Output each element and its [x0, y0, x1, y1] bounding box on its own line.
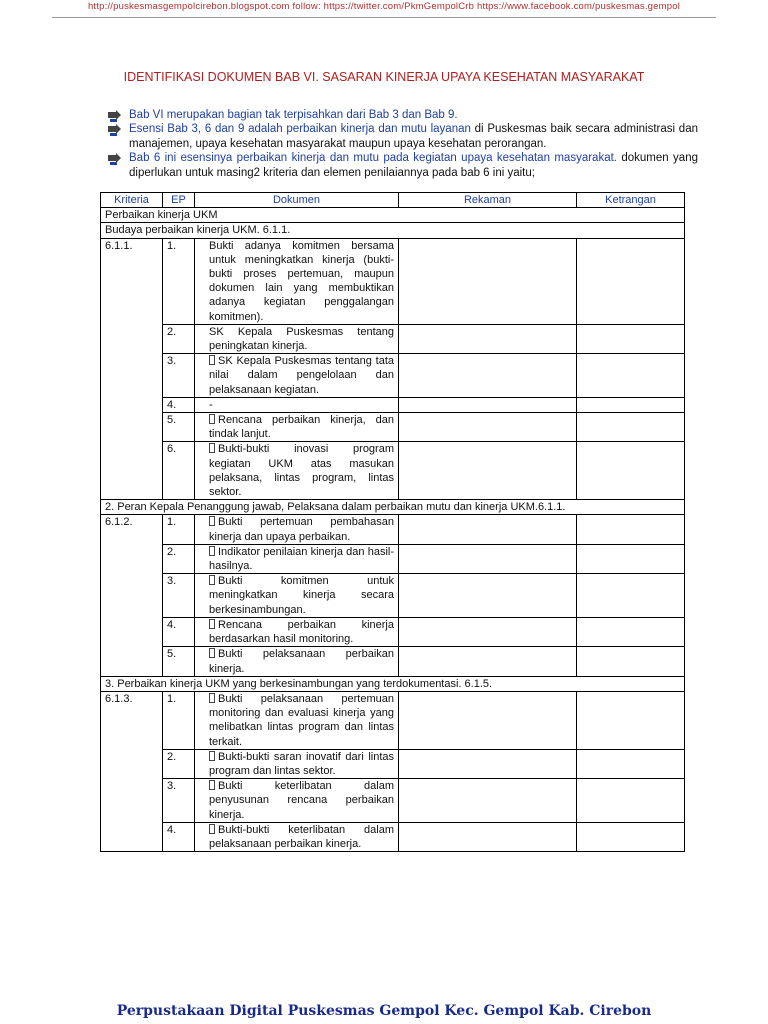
dokumen-cell [195, 574, 399, 618]
ep-cell: 4. [163, 617, 195, 646]
header-kriteria: Kriteria [101, 193, 163, 208]
checkbox-bullet-icon [209, 751, 215, 761]
ep-cell: 2. [163, 324, 195, 353]
section-title-row [101, 208, 685, 223]
bullet-text-blue: Esensi Bab 3, 6 dan 9 adalah perbaikan kinerja dan mutu layanan [129, 123, 471, 136]
dokumen-cell [195, 617, 399, 646]
keterangan-cell [577, 413, 685, 442]
rekaman-cell [399, 324, 577, 353]
ep-cell: 1. [163, 691, 195, 749]
table-header-row [101, 193, 685, 208]
dokumen-text: Bukti-bukti saran inovatif dari lintas program dan lintas sektor. [209, 750, 394, 777]
rekaman-cell [399, 544, 577, 573]
dokumen-text: Bukti pertemuan pembahasan kinerja dan upaya perbaikan. [209, 516, 394, 543]
bullet-item [108, 122, 698, 151]
table-row [101, 617, 685, 646]
header-rekaman: Rekaman [399, 193, 577, 208]
bullet-text-blue: Bab 6 ini esensinya perbaikan kinerja dan mutu pada kegiatan upaya kesehatan masyarakat. [129, 152, 617, 165]
dokumen-cell [195, 442, 399, 500]
arrow-bullet-icon [108, 153, 122, 165]
ep-cell: 2. [163, 749, 195, 778]
group-heading: Budaya perbaikan kinerja UKM. 6.1.1. [101, 223, 685, 238]
dokumen-cell [195, 515, 399, 544]
table-row [101, 691, 685, 749]
keterangan-cell [577, 354, 685, 398]
table-row [101, 779, 685, 823]
table-row [101, 749, 685, 778]
keterangan-cell [577, 779, 685, 823]
keterangan-cell [577, 617, 685, 646]
dokumen-text: Bukti keterlibatan dalam penyusunan rencana perbaikan kinerja. [209, 780, 394, 821]
keterangan-cell [577, 574, 685, 618]
rekaman-cell [399, 647, 577, 676]
ep-cell: 5. [163, 413, 195, 442]
rekaman-cell [399, 354, 577, 398]
group-heading-row [101, 223, 685, 238]
checkbox-bullet-icon [209, 575, 215, 585]
dokumen-text: Bukti pelaksanaan pertemuan monitoring dan evaluasi kinerja yang melibatkan lintas program dan lintas terkait. [209, 692, 394, 748]
header-url: http://puskesmasgempolcirebon.blogspot.com follow: https://twitter.com/PkmGempolCrb https://www.facebook.com/puskesmas.gempol [87, 1, 681, 12]
kriteria-cell: 6.1.3. [101, 691, 163, 851]
group-heading-row [101, 500, 685, 515]
intro-bullets [108, 108, 698, 180]
dokumen-text: Rencana perbaikan kinerja, dan tindak lanjut. [209, 414, 394, 441]
dokumen-cell [195, 647, 399, 676]
ep-cell: 4. [163, 822, 195, 851]
rekaman-cell [399, 691, 577, 749]
ep-cell: 2. [163, 544, 195, 573]
dokumen-cell [195, 779, 399, 823]
checkbox-bullet-icon [209, 824, 215, 834]
bullet-text-blue: Bab VI merupakan bagian tak terpisahkan dari Bab 3 dan Bab 9. [129, 109, 458, 121]
dokumen-text: Bukti adanya komitmen bersama untuk meningkatkan kinerja (bukti-bukti proses pertemuan, maupun dokumen lain yang membuktikan adanya kegiatan penggalangan komitmen). [209, 239, 394, 323]
header-dokumen: Dokumen [195, 193, 399, 208]
table-row [101, 647, 685, 676]
rekaman-cell [399, 822, 577, 851]
ep-cell: 3. [163, 779, 195, 823]
ep-cell: 5. [163, 647, 195, 676]
dokumen-cell [195, 822, 399, 851]
table-row [101, 515, 685, 544]
dokumen-cell [195, 354, 399, 398]
checkbox-bullet-icon [209, 516, 215, 526]
bullet-item [108, 151, 698, 180]
keterangan-cell [577, 647, 685, 676]
header-ep: EP [163, 193, 195, 208]
dokumen-text: Bukti-bukti inovasi program kegiatan UKM atas masukan pelaksana, lintas program, lintas sektor. [209, 443, 394, 499]
dokumen-text: Bukti komitmen untuk meningkatkan kinerja secara berkesinambungan. [209, 575, 394, 616]
table-row [101, 238, 685, 324]
rekaman-cell [399, 749, 577, 778]
rekaman-cell [399, 238, 577, 324]
document-title: IDENTIFIKASI DOKUMEN BAB VI. SASARAN KINERJA UPAYA KESEHATAN MASYARAKAT [123, 70, 645, 84]
document-table [100, 192, 685, 852]
kriteria-cell: 6.1.1. [101, 238, 163, 500]
group-heading: 3. Perbaikan kinerja UKM yang berkesinambungan yang terdokumentasi. 6.1.5. [101, 676, 685, 691]
arrow-bullet-icon [108, 110, 122, 122]
checkbox-bullet-icon [209, 648, 215, 658]
header-divider [52, 17, 716, 18]
dokumen-text: SK Kepala Puskesmas tentang tata nilai dalam pengelolaan dan pelaksanaan kegiatan. [209, 355, 394, 396]
ep-cell: 4. [163, 397, 195, 412]
footer-library-name: Perpustakaan Digital Puskesmas Gempol Kec. Gempol Kab. Cirebon [116, 1003, 652, 1019]
checkbox-bullet-icon [209, 619, 215, 629]
table-row [101, 574, 685, 618]
checkbox-bullet-icon [209, 546, 215, 556]
table-row [101, 397, 685, 412]
ep-cell: 3. [163, 574, 195, 618]
rekaman-cell [399, 442, 577, 500]
ep-cell: 3. [163, 354, 195, 398]
group-heading-row [101, 676, 685, 691]
dokumen-text: Indikator penilaian kinerja dan hasil-hasilnya. [209, 545, 394, 573]
keterangan-cell [577, 822, 685, 851]
dokumen-cell [195, 238, 399, 324]
rekaman-cell [399, 397, 577, 412]
keterangan-cell [577, 691, 685, 749]
rekaman-cell [399, 574, 577, 618]
bullet-text: di Puskesmas baik secara administrasi dan manajemen, upaya kesehatan masyarakat maupun upaya kesehatan perorangan. [129, 123, 698, 150]
rekaman-cell [399, 617, 577, 646]
dokumen-text: - [209, 398, 213, 411]
rekaman-cell [399, 779, 577, 823]
bullet-item [108, 108, 698, 122]
dokumen-cell [195, 749, 399, 778]
bullet-text: dokumen yang diperlukan untuk masing2 kriteria dan elemen penilaiannya pada bab 6 ini yaitu; [129, 152, 698, 179]
table-row [101, 544, 685, 573]
dokumen-text: SK Kepala Puskesmas tentang peningkatan kinerja. [209, 325, 394, 353]
keterangan-cell [577, 397, 685, 412]
dokumen-cell [195, 544, 399, 573]
checkbox-bullet-icon [209, 355, 215, 365]
dokumen-cell [195, 413, 399, 442]
checkbox-bullet-icon [209, 443, 215, 453]
dokumen-text: Rencana perbaikan kinerja berdasarkan hasil monitoring. [209, 618, 394, 646]
rekaman-cell [399, 515, 577, 544]
table-row [101, 413, 685, 442]
rekaman-cell [399, 413, 577, 442]
group-heading: 2. Peran Kepala Penanggung jawab, Pelaksana dalam perbaikan mutu dan kinerja UKM.6.1.1. [101, 500, 685, 515]
checkbox-bullet-icon [209, 693, 215, 703]
checkbox-bullet-icon [209, 780, 215, 790]
dokumen-cell [195, 691, 399, 749]
dokumen-cell [195, 397, 399, 412]
keterangan-cell [577, 544, 685, 573]
ep-cell: 6. [163, 442, 195, 500]
keterangan-cell [577, 324, 685, 353]
table-body [101, 208, 685, 852]
checkbox-bullet-icon [209, 414, 215, 424]
table-row [101, 442, 685, 500]
table-row [101, 354, 685, 398]
kriteria-cell: 6.1.2. [101, 515, 163, 676]
keterangan-cell [577, 515, 685, 544]
header-keterangan: Ketrangan [577, 193, 685, 208]
keterangan-cell [577, 442, 685, 500]
dokumen-text: Bukti pelaksanaan perbaikan kinerja. [209, 648, 394, 675]
dokumen-cell [195, 324, 399, 353]
ep-cell: 1. [163, 515, 195, 544]
table-row [101, 822, 685, 851]
section-title: Perbaikan kinerja UKM [101, 208, 685, 223]
dokumen-text: Bukti-bukti keterlibatan dalam pelaksanaan perbaikan kinerja. [209, 823, 394, 850]
table-row [101, 324, 685, 353]
arrow-bullet-icon [108, 124, 122, 136]
keterangan-cell [577, 749, 685, 778]
keterangan-cell [577, 238, 685, 324]
ep-cell: 1. [163, 238, 195, 324]
